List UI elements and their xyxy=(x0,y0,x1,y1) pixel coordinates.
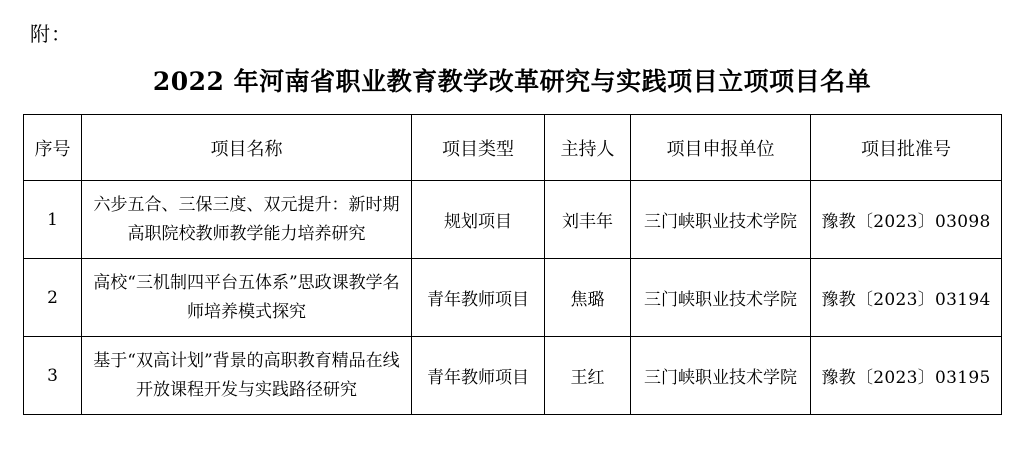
table-header-row xyxy=(24,115,1002,181)
cell-project-name: 六步五合、三保三度、双元提升：新时期高职院校教师教学能力培养研究 xyxy=(82,181,412,259)
cell-project-type: 规划项目 xyxy=(412,181,545,259)
cell-project-name: 基于“双高计划”背景的高职教育精品在线开放课程开发与实践路径研究 xyxy=(82,337,412,415)
cell-seq: 1 xyxy=(24,181,82,259)
cell-approval-no: 豫教〔2023〕03194 xyxy=(811,259,1002,337)
cell-host: 焦璐 xyxy=(545,259,631,337)
page-title: 2022 年河南省职业教育教学改革研究与实践项目立项项目名单 xyxy=(152,67,872,96)
column-header-seq: 序号 xyxy=(24,115,82,181)
table-row xyxy=(24,337,1002,415)
table-header xyxy=(24,115,1002,181)
table-body xyxy=(24,181,1002,415)
column-header-host: 主持人 xyxy=(545,115,631,181)
project-list-table xyxy=(23,114,1002,415)
table-row xyxy=(24,181,1002,259)
cell-host: 王红 xyxy=(545,337,631,415)
cell-unit: 三门峡职业技术学院 xyxy=(631,181,811,259)
column-header-project-type: 项目类型 xyxy=(412,115,545,181)
project-list-table-wrapper xyxy=(23,114,1001,415)
cell-project-type: 青年教师项目 xyxy=(412,337,545,415)
cell-unit: 三门峡职业技术学院 xyxy=(631,259,811,337)
column-header-project-name: 项目名称 xyxy=(82,115,412,181)
attachment-label: 附： xyxy=(30,22,72,46)
table-row xyxy=(24,259,1002,337)
column-header-unit: 项目申报单位 xyxy=(631,115,811,181)
cell-project-type: 青年教师项目 xyxy=(412,259,545,337)
cell-approval-no: 豫教〔2023〕03098 xyxy=(811,181,1002,259)
cell-unit: 三门峡职业技术学院 xyxy=(631,337,811,415)
cell-seq: 3 xyxy=(24,337,82,415)
cell-project-name: 高校“三机制四平台五体系”思政课教学名师培养模式探究 xyxy=(82,259,412,337)
cell-seq: 2 xyxy=(24,259,82,337)
cell-approval-no: 豫教〔2023〕03195 xyxy=(811,337,1002,415)
cell-host: 刘丰年 xyxy=(545,181,631,259)
column-header-approval-no: 项目批准号 xyxy=(811,115,1002,181)
